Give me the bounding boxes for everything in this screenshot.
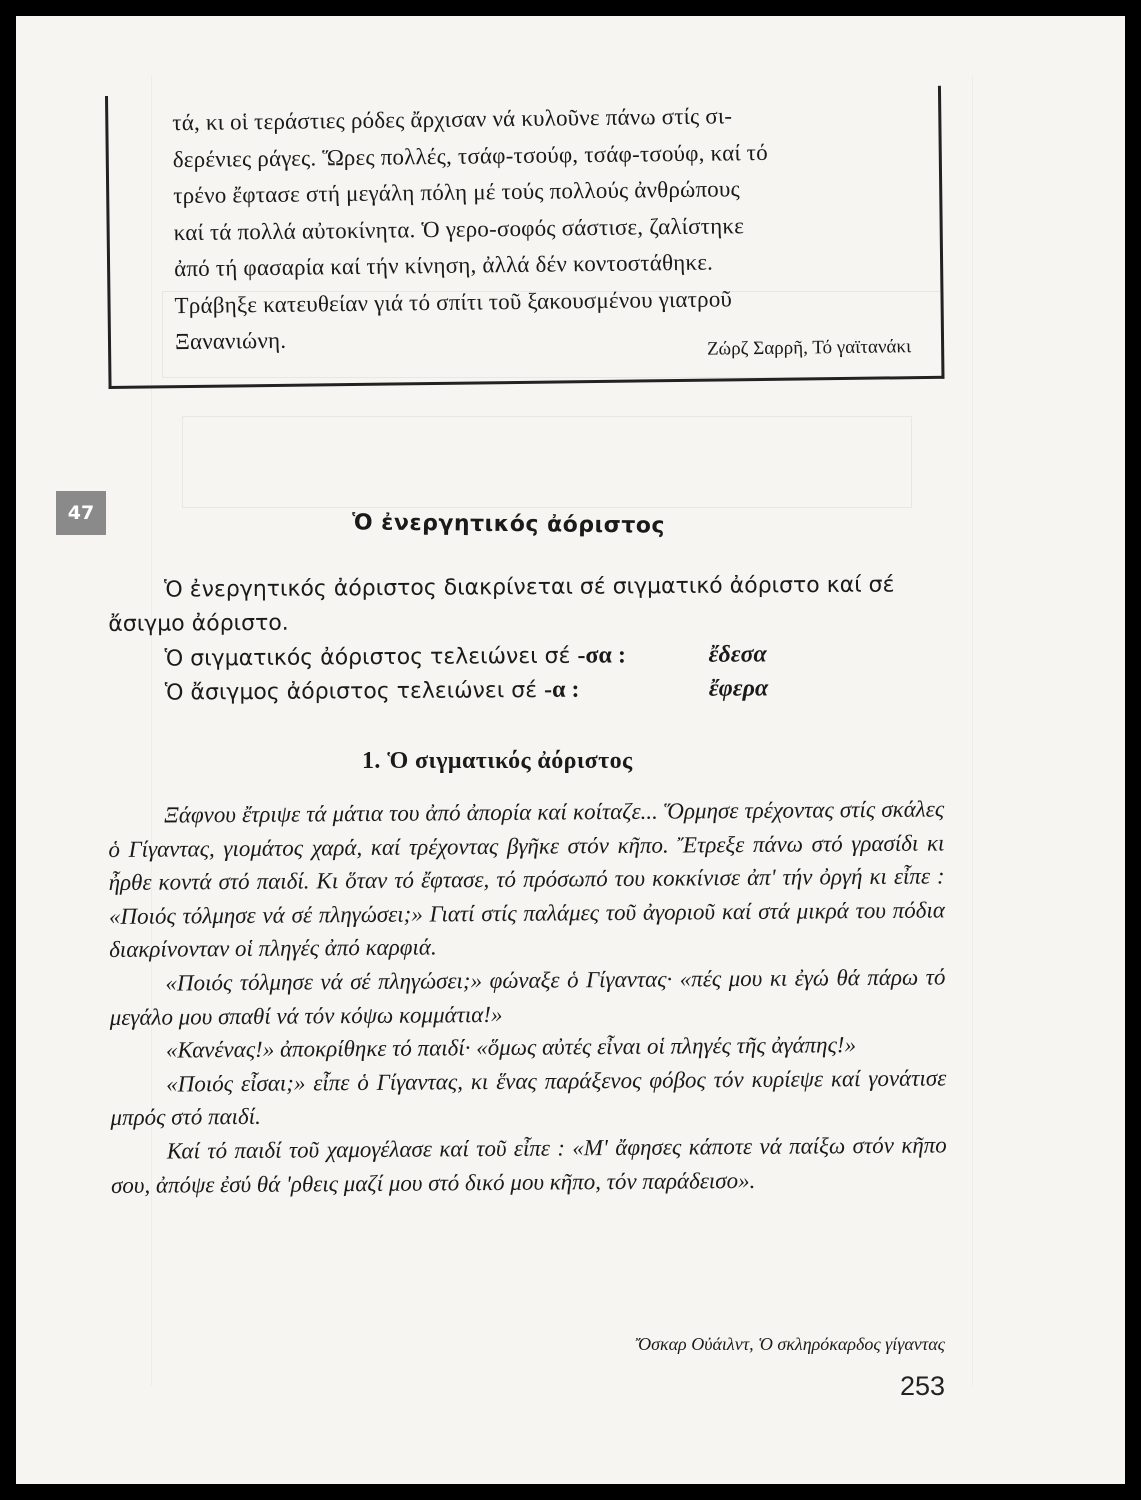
quotation-line: δερένιες ράγες. Ὥρες πολλές, τσάφ-τσούφ, τσάφ-τσούφ, καί τό	[172, 139, 769, 172]
book-page	[16, 16, 1125, 1484]
rule-text: Ὁ ἄσιγμος ἀόριστος τελειώνει σέ	[164, 677, 545, 706]
section-title: Ὁ ἐνεργητικός ἀόριστος	[351, 510, 666, 539]
quotation-line: καί τά πολλά αὐτοκίνητα. Ὁ γερο-σοφός σάστισε, ζαλίστηκε	[173, 212, 745, 245]
rule-row-asigmatic	[109, 670, 939, 710]
rule-example: ἔδεσα	[708, 641, 767, 668]
passage-paragraph: «Ποιός εἶσαι;» εἶπε ὁ Γίγαντας, κι ἕνας παράξενος φόβος τόν κυρίεψε καί γονάτισε μπρός στό παιδί.	[110, 1065, 947, 1131]
quotation-source: Ζώρζ Σαρρῆ, Τό γαϊτανάκι	[706, 336, 912, 360]
quotation-box	[105, 86, 945, 389]
passage-paragraph: Ξάφνου ἔτριψε τά μάτια του ἀπό ἀπορία καί κοίταζε... Ὅρμησε τρέχοντας στίς σκάλες ὁ Γίγαντας, γιομάτος χαρά, καί τρέχοντας βγῆκε στόν κῆπο. Ἔτρεξε πάνω στό γρασίδι κι ἦρθε κοντά στό παιδί. Κι ὅταν τό ἔφτασε, τό πρόσωπό του κοκκίνισε ἀπ' τήν ὀργή κι εἶπε : «Ποιός τόλμησε νά σέ πληγώσει;» Γιατί στίς παλάμες τοῦ ἀγοριοῦ καί στά μικρά του πόδια διακρίνονταν οἱ πληγές ἀπό καρφιά.	[108, 796, 945, 963]
passage-paragraph: «Ποιός τόλμησε νά σέ πληγώσει;» φώναξε ὁ Γίγαντας· «πές μου κι ἐγώ θά πάρω τό μεγάλο μου σπαθί νά τόν κόψω κομμάτια!»	[109, 964, 946, 1030]
intro-sentence: Ὁ ἐνεργητικός ἀόριστος διακρίνεται σέ σιγματικό ἀόριστο καί σέ ἄσιγμο ἀόριστο.	[108, 572, 895, 637]
lesson-number-tab: 47	[56, 491, 106, 535]
quotation-line: ἀπό τή φασαρία καί τήν κίνηση, ἀλλά δέν κοντοστάθηκε.	[173, 249, 714, 282]
quotation-line: Τράβηξε κατευθείαν γιά τό σπίτι τοῦ ξακουσμένου γιατροῦ	[174, 285, 733, 318]
quotation-line: Ξανανιώνη.	[174, 327, 287, 355]
rule-example: ἔφερα	[708, 675, 769, 702]
bleed-through-box	[182, 416, 912, 508]
subsection-title: 1. Ὁ σιγματικός ἀόριστος	[362, 748, 633, 774]
quotation-line: τά, κι οἱ τεράστιες ρόδες ἄρχισαν νά κυλοῦνε πάνω στίς σι-	[172, 103, 733, 136]
rule-ending: -α :	[543, 676, 580, 703]
reading-passage	[108, 792, 947, 1202]
passage-source: Ὄσκαρ Οὐάιλντ, Ὁ σκληρόκαρδος γίγαντας	[635, 1334, 945, 1354]
rule-text: Ὁ σιγματικός ἀόριστος τελειώνει σέ	[164, 643, 578, 672]
grammar-intro	[108, 568, 939, 710]
rule-ending: -σα :	[577, 642, 626, 669]
quotation-text	[172, 96, 905, 360]
passage-paragraph: Καί τό παιδί τοῦ χαμογέλασε καί τοῦ εἶπε : «Μ' ἄφησες κάποτε νά παίξω στόν κῆπο σου, ἀπόψε ἐσύ θά 'ρθεις μαζί μου στό δικό μου κῆπο, τόν παράδεισο».	[110, 1132, 947, 1198]
rule-row-sigmatic	[108, 636, 938, 676]
passage-paragraph: «Κανένας!» ἀποκρίθηκε τό παιδί· «ὅμως αὐτές εἶναι οἱ πληγές τῆς ἀγάπης!»	[165, 1032, 857, 1063]
quotation-line: τρένο ἔφτασε στή μεγάλη πόλη μέ τούς πολλούς ἀνθρώπους	[173, 176, 740, 209]
page-number: 253	[899, 1371, 945, 1401]
